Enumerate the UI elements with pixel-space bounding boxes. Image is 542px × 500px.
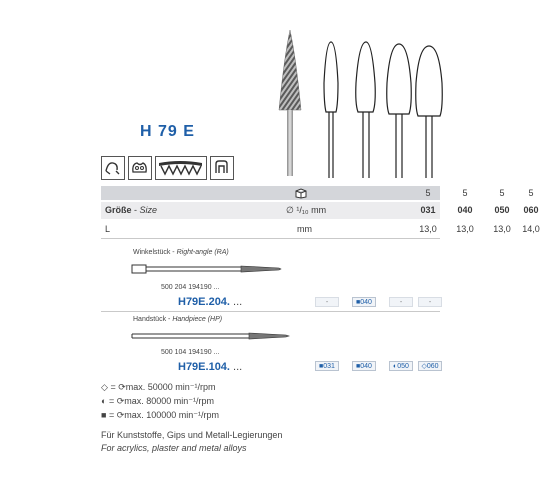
ra-avail-050: -	[389, 297, 413, 307]
usage-en: For acrylics, plaster and metal alloys	[101, 443, 247, 453]
hp-avail-060: ◇060	[418, 361, 442, 371]
ra-avail-031: -	[315, 297, 339, 307]
handpiece-label: Handstück - Handpiece (HP)	[133, 316, 223, 323]
handpiece-bur-drawing	[131, 329, 293, 343]
bur-outline-050	[387, 44, 412, 178]
pack-060: 5	[528, 188, 534, 198]
size-050: 050	[494, 205, 510, 215]
right-angle-bur-drawing	[131, 262, 291, 276]
bur-outline-031	[324, 42, 338, 178]
length-050: 13,0	[493, 224, 511, 234]
legend-item-50000: ◇ = ⟳max. 50000 min⁻¹/rpm	[101, 382, 216, 392]
bur-illustrations	[270, 28, 445, 178]
ra-avail-040: ■040	[352, 297, 376, 307]
size-row	[101, 202, 539, 219]
usage-de: Für Kunststoffe, Gips und Metall-Legierungen	[101, 430, 283, 440]
size-label: Größe - Size	[105, 205, 158, 215]
ra-avail-060: -	[418, 297, 442, 307]
right-angle-code: H79E.204. ...	[178, 296, 243, 308]
pack-031: 5	[425, 188, 431, 198]
length-label: L	[105, 224, 111, 234]
length-unit: mm	[297, 224, 312, 234]
package-icon	[294, 187, 308, 199]
length-row	[101, 221, 540, 239]
hp-avail-040: ■040	[352, 361, 376, 371]
size-040: 040	[457, 205, 473, 215]
length-040: 13,0	[456, 224, 474, 234]
size-060: 060	[523, 205, 539, 215]
right-angle-ref: 500 204 194190 ...	[161, 284, 220, 291]
plaster-model-icon	[128, 156, 152, 180]
bur-photo	[279, 30, 301, 176]
indication-icons	[101, 156, 234, 180]
package-row	[101, 186, 534, 200]
hp-avail-050: ◐050	[389, 361, 413, 371]
pack-040: 5	[462, 188, 468, 198]
hp-avail-031: ■031	[315, 361, 339, 371]
size-unit: ∅ ¹/₁₀ mm	[286, 205, 327, 215]
handpiece-code: H79E.104. ...	[178, 361, 243, 373]
bur-outline-060	[416, 46, 443, 178]
legend-item-100000: ■ = ⟳max. 100000 min⁻¹/rpm	[101, 410, 220, 420]
size-031: 031	[420, 205, 436, 215]
length-060: 14,0	[522, 224, 540, 234]
prosthesis-teeth-icon	[155, 156, 207, 180]
legend-item-80000: ◐ = ⟳max. 80000 min⁻¹/rpm	[101, 396, 215, 406]
handpiece-ref: 500 104 194190 ...	[161, 349, 220, 356]
metal-crown-icon	[210, 156, 234, 180]
bur-outline-040	[356, 42, 376, 178]
right-angle-label: Winkelstück - Right-angle (RA)	[133, 249, 229, 256]
pack-050: 5	[499, 188, 505, 198]
section-divider	[101, 311, 440, 312]
length-031: 13,0	[419, 224, 437, 234]
product-title: H 79 E	[140, 123, 195, 140]
acrylic-crown-icon	[101, 156, 125, 180]
